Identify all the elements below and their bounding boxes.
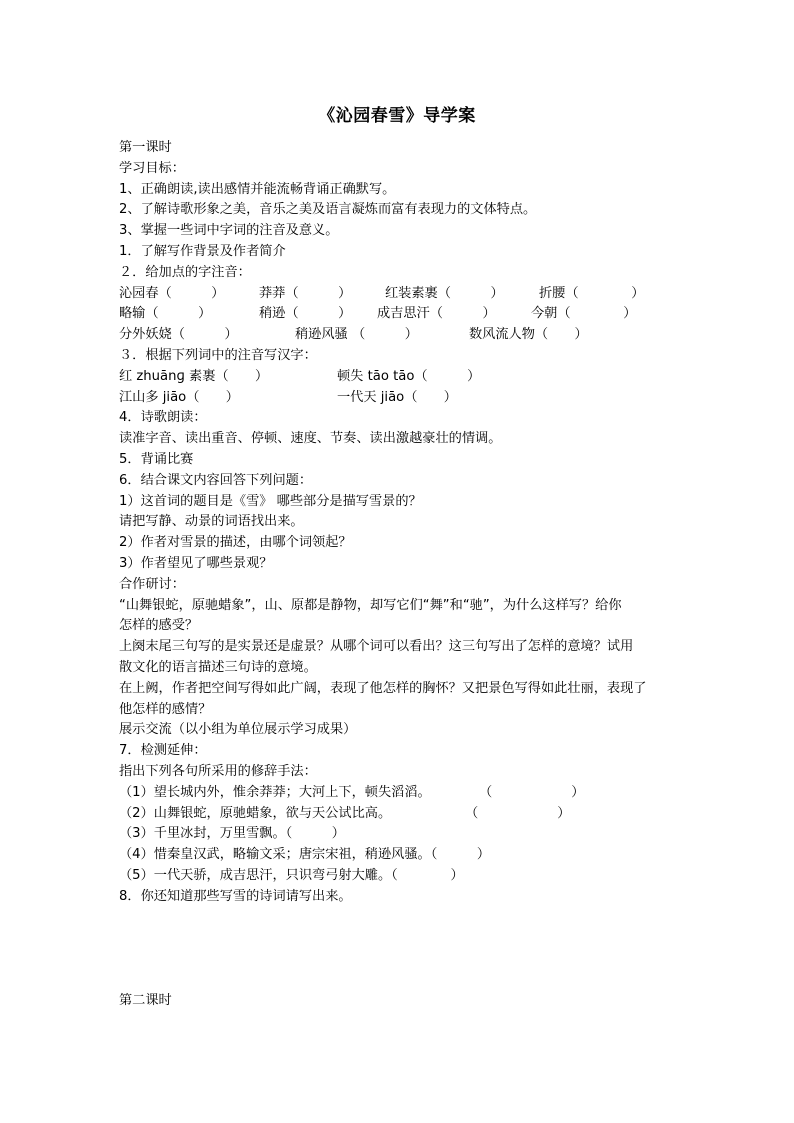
goal-item: 2、了解诗歌形象之美，音乐之美及语言凝炼而富有表现力的文体特点。 [119, 202, 537, 218]
pinyin-item: 稍逊风骚 （ ） [295, 327, 418, 343]
step-heading: ３．根据下列词中的注音写汉字： [119, 347, 317, 363]
step-heading: 5．背诵比赛 [119, 451, 194, 467]
coop-question: “山舞银蛇，原驰蜡象”，山、原都是静物，却写它们“舞”和“驰”，为什么这样写？给你 [119, 597, 622, 613]
hanzi-item: 红 zhuānɡ 素裹（ ） [119, 368, 269, 384]
pinyin-item: 成吉思汗（ ） [377, 306, 496, 322]
pinyin-item: 数风流人物（ ） [469, 327, 588, 343]
step-heading: 8．你还知道那些写雪的诗词请写出来。 [119, 888, 352, 904]
pinyin-item: 略输（ ） [119, 306, 212, 322]
pinyin-item: 分外妖娆（ ） [119, 327, 238, 343]
hanzi-item: 顿失 tāo tāo（ ） [337, 368, 481, 384]
pinyin-item: 折腰（ ） [539, 285, 645, 301]
coop-question: 上阕末尾三句写的是实景还是虚景？从哪个词可以看出？这三句写出了怎样的意境？试用 [119, 639, 634, 655]
question: 1）这首词的题目是《雪》 哪些部分是描写雪景的？ [119, 493, 422, 509]
coop-question: 怎样的感受？ [119, 618, 199, 634]
show-text: 展示交流（以小组为单位展示学习成果） [119, 722, 357, 738]
pinyin-item: 红装素裹（ ） [385, 285, 504, 301]
hanzi-item: 一代天 jiāo（ ） [337, 389, 457, 405]
lesson-heading: 第一课时 [119, 140, 172, 155]
lesson-one-content [119, 138, 679, 907]
step-heading: 4．诗歌朗读： [119, 410, 207, 426]
step-heading: 7．检测延伸： [119, 743, 207, 759]
pinyin-item: 今朝（ ） [531, 306, 637, 322]
coop-heading: 合作研讨： [119, 576, 185, 592]
step-text: 指出下列各句所采用的修辞手法： [119, 763, 317, 779]
rhetoric-blank: （ ） [465, 805, 571, 821]
step-heading: ２．给加点的字注音： [119, 264, 251, 280]
question: 请把写静、动景的词语找出来。 [119, 514, 304, 530]
page-title: 《沁园春雪》导学案 [318, 106, 476, 126]
goal-item: 1、正确朗读,读出感情并能流畅背诵正确默写。 [119, 181, 396, 197]
lesson-two-heading: 第二课时 [119, 993, 172, 1008]
rhetoric-text: （2）山舞银蛇，原驰蜡象，欲与天公试比高。 [119, 805, 392, 821]
pinyin-row [119, 284, 679, 305]
pinyin-row [119, 325, 679, 346]
rhetoric-blank: （ ） [479, 784, 585, 800]
goal-item: 3、掌握一些词中字词的注音及意义。 [119, 223, 339, 239]
rhetoric-text: （1）望长城内外，惟余莽莽；大河上下，顿失滔滔。 [119, 784, 431, 800]
pinyin-item: 沁园春（ ） [119, 285, 225, 301]
coop-question: 在上阙，作者把空间写得如此广阔，表现了他怎样的胸怀？又把景色写得如此壮丽，表现了 [119, 680, 647, 696]
rhetoric-item: （3）千里冰封，万里雪飘。（ ） [119, 826, 345, 842]
coop-question: 他怎样的感情？ [119, 701, 212, 717]
hanzi-item: 江山多 jiāo（ ） [119, 389, 239, 405]
rhetoric-item: （4）惜秦皇汉武，略输文采；唐宗宋祖，稍逊风骚。（ ） [119, 847, 491, 863]
hanzi-row [119, 388, 679, 409]
coop-question: 散文化的语言描述三句诗的意境。 [119, 659, 317, 675]
pinyin-item: 稍逊（ ） [259, 306, 352, 322]
step-text: 读准字音、读出重音、停顿、速度、节奏、读出激越豪壮的情调。 [119, 431, 502, 447]
step-heading: 6．结合课文内容回答下列问题： [119, 472, 313, 488]
hanzi-row [119, 367, 679, 388]
rhetoric-item [119, 783, 679, 804]
question: 3）作者望见了哪些景观？ [119, 555, 273, 571]
rhetoric-item: （5）一代天骄，成吉思汗，只识弯弓射大雕。（ ） [119, 867, 464, 883]
step-heading: 1．了解写作背景及作者简介 [119, 243, 286, 259]
pinyin-item: 莽莽（ ） [259, 285, 352, 301]
rhetoric-item [119, 804, 679, 825]
goals-heading: 学习目标： [119, 160, 185, 176]
question: 2）作者对雪景的描述，由哪个词领起？ [119, 535, 352, 551]
pinyin-row [119, 304, 679, 325]
